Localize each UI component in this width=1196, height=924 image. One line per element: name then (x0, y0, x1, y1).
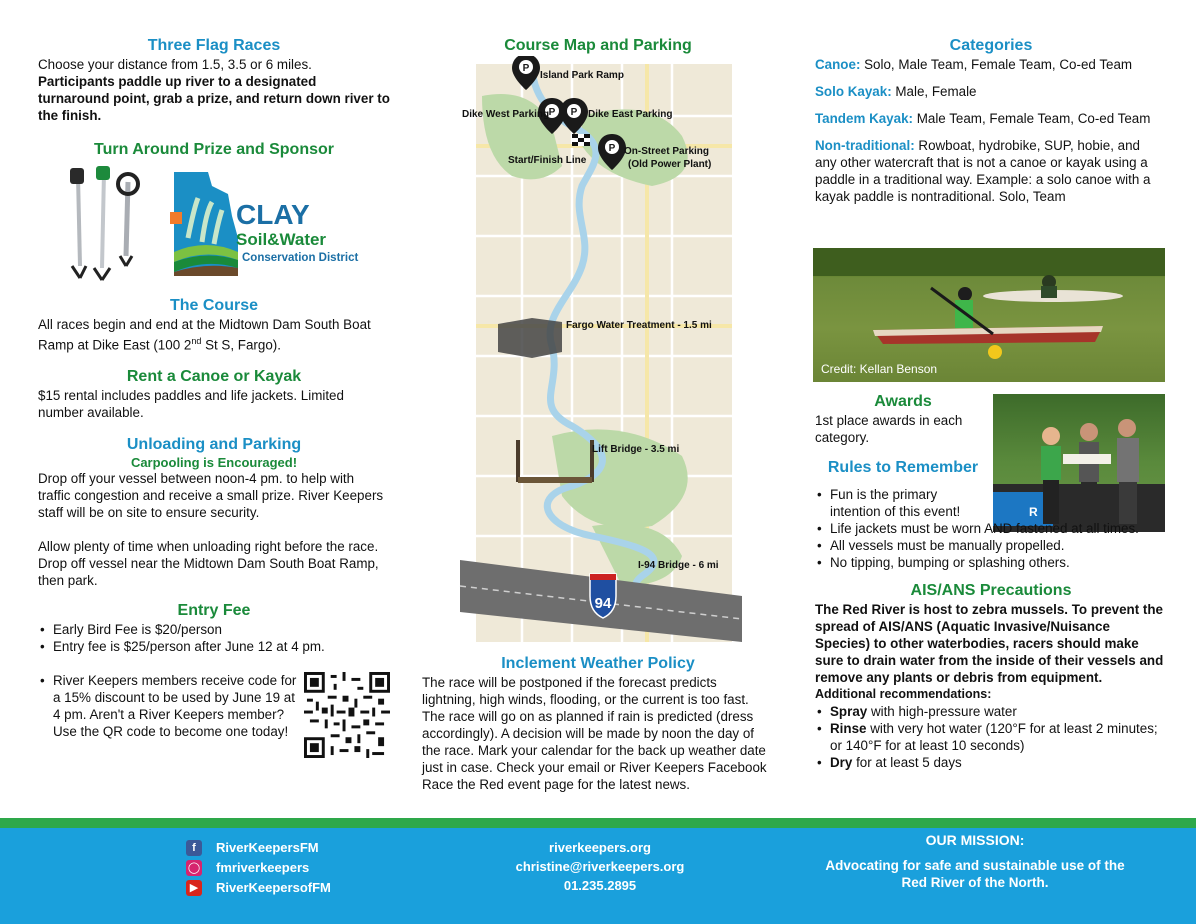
list-item: • Spray with high-pressure water (815, 703, 1167, 720)
awards-heading: Awards (874, 393, 932, 410)
social-link-youtube[interactable]: ▶ RiverKeepersofFM (186, 878, 331, 898)
ais-ans-text: The Red River is host to zebra mussels. To prevent the spread of AIS/ANS (Aquatic Invasive/Nuisance Species) to other waterbodies, racers should make sure to drain water from the inside of their vessels and remove any plants or debris from equipment. (815, 602, 1164, 685)
sponsor-area (38, 166, 390, 286)
footer-social-links (186, 838, 331, 898)
social-link-facebook[interactable]: f RiverKeepersFM (186, 838, 331, 858)
kayak-race-photo (813, 248, 1165, 382)
svg-text:Dike East Parking: Dike East Parking (588, 109, 673, 120)
entry-fee-list (38, 621, 390, 655)
svg-text:R: R (1029, 505, 1038, 519)
member-discount-text: • River Keepers members receive code for a 15% discount to be used by June 19 at 4 pm. Aren't a River Keepers member? Use the QR code to become one today! (38, 672, 302, 740)
turn-around-prize-heading: Turn Around Prize and Sponsor (94, 141, 334, 158)
entry-fee-heading: Entry Fee (177, 602, 251, 620)
rules-heading: Rules to Remember (827, 459, 979, 476)
email-link[interactable]: christine@riverkeepers.org (515, 859, 685, 874)
three-flag-races-heading: Three Flag Races (147, 37, 281, 54)
category-canoe: Canoe: Solo, Male Team, Female Team, Co-ed Team (815, 57, 1133, 72)
phone-number: 01.235.2895 (563, 878, 637, 893)
instagram-icon: ◯ (187, 862, 201, 874)
svg-text:Fargo Water Treatment - 1.5 mi: Fargo Water Treatment - 1.5 mi (566, 320, 712, 331)
mission-title: OUR MISSION: (925, 832, 1025, 848)
qr-code-image[interactable] (304, 672, 390, 758)
svg-text:On-Street Parking: On-Street Parking (624, 146, 710, 157)
svg-text:P: P (608, 143, 616, 154)
rent-description: $15 rental includes paddles and life jackets. Limited number available. (38, 388, 344, 421)
unloading-parking-heading: Unloading and Parking (126, 436, 302, 454)
list-item: • Fun is the primary intention of this event! (815, 486, 975, 520)
category-solo-kayak: Solo Kayak: Male, Female (815, 84, 977, 99)
inclement-weather-text: The race will be postponed if the forecast predicts lightning, high winds, flooding, or the current is too fast. The race will go on as planned if rain is predicted (dress accordingly). A decision will be made by noon the day of the race. Mark your calendar for the back up weather date just in case. Check your email or River Keepers Facebook Race the Red event page for the latest news. (422, 675, 767, 792)
awards-text: 1st place awards in each category. (815, 413, 963, 445)
footer-green-stripe (0, 818, 1196, 828)
social-link-instagram[interactable]: ◯ fmriverkeepers (187, 860, 310, 875)
inclement-weather-heading: Inclement Weather Policy (501, 655, 695, 672)
course-description: All races begin and end at the Midtown Dam South Boat Ramp at Dike East (100 2nd St S, Fargo). (38, 317, 371, 353)
list-item: • Early Bird Fee is $20/person (38, 621, 390, 638)
svg-text:Start/Finish Line: Start/Finish Line (508, 155, 587, 166)
list-item: • All vessels must be manually propelled. (815, 537, 1167, 554)
unloading-paragraph-1: Drop off your vessel between noon-4 pm. to help with traffic congestion and receive a small prize. River Keepers staff will be on site to ensure security. (38, 471, 384, 521)
facebook-icon: f (186, 840, 202, 856)
list-item: • Life jackets must be worn AND fastened at all times. (815, 520, 1167, 537)
member-discount-list (38, 672, 302, 740)
clay-logo-line2: Soil&Water (236, 230, 327, 249)
mission-text: Advocating for safe and sustainable use of the Red River of the North. (825, 858, 1125, 890)
member-discount-area (38, 672, 390, 762)
footer-mission (820, 832, 1130, 891)
category-tandem-kayak: Tandem Kayak: Male Team, Female Team, Co-ed Team (815, 111, 1151, 126)
footer (0, 818, 1196, 924)
svg-text:Lift Bridge - 3.5 mi: Lift Bridge - 3.5 mi (592, 444, 680, 455)
website-link[interactable]: riverkeepers.org (549, 840, 651, 855)
carpooling-subheading: Carpooling is Encouraged! (130, 455, 298, 471)
svg-text:Dike West Parking: Dike West Parking (462, 109, 550, 120)
svg-text:P: P (570, 107, 578, 118)
course-map-heading: Course Map and Parking (504, 37, 692, 54)
list-item: • Entry fee is $25/person after June 12 at 4 pm. (38, 638, 390, 655)
footer-contact (480, 838, 720, 895)
three-flag-distance-text: Choose your distance from 1.5, 3.5 or 6 miles. (38, 57, 312, 72)
svg-text:Island Park Ramp: Island Park Ramp (540, 70, 624, 81)
categories-heading: Categories (949, 37, 1033, 54)
clay-logo-line3: Conservation District (242, 252, 359, 264)
category-non-traditional: Non-traditional: Rowboat, hydrobike, SUP, hobie, and any other watercraft that is not a canoe or kayak using a paddle in a traditional way. Example: a solo canoe with a kayak paddle is nontraditional. Solo, Team (815, 138, 1151, 204)
svg-text:(Old Power Plant): (Old Power Plant) (628, 159, 712, 170)
rent-canoe-heading: Rent a Canoe or Kayak (126, 368, 302, 386)
svg-text:P: P (548, 107, 556, 118)
grabber-tools-image (64, 166, 144, 282)
svg-text:94: 94 (594, 595, 612, 612)
ais-ans-heading: AIS/ANS Precautions (910, 582, 1072, 599)
left-panel (38, 36, 390, 762)
course-map (422, 56, 774, 652)
svg-text:P: P (522, 63, 530, 74)
rules-list (815, 486, 1167, 571)
i94-shield-icon (590, 574, 616, 618)
additional-recommendations: Additional recommendations: (815, 687, 992, 701)
youtube-icon: ▶ (186, 880, 202, 896)
ais-recommendations-list (815, 703, 1167, 771)
right-panel (815, 36, 1167, 770)
three-flag-description: Participants paddle up river to a designated turnaround point, grab a prize, and return down river to the finish. (38, 74, 390, 123)
clay-logo-name: CLAY (236, 199, 310, 230)
list-item: • Rinse with very hot water (120°F for at least 2 minutes; or 140°F for at least 10 seconds) (815, 720, 1167, 754)
list-item: • Dry for at least 5 days (815, 754, 1167, 771)
unloading-paragraph-2: Allow plenty of time when unloading right before the race. Drop off vessel near the Midtown Dam South Boat Ramp, then park. (38, 539, 379, 589)
svg-text:I-94 Bridge - 6 mi: I-94 Bridge - 6 mi (638, 560, 719, 571)
checkered-flag-icon (572, 134, 590, 146)
list-item: • No tipping, bumping or splashing others. (815, 554, 1167, 571)
photo-credit: Credit: Kellan Benson (821, 362, 938, 376)
the-course-heading: The Course (169, 297, 258, 314)
middle-panel (422, 36, 774, 792)
